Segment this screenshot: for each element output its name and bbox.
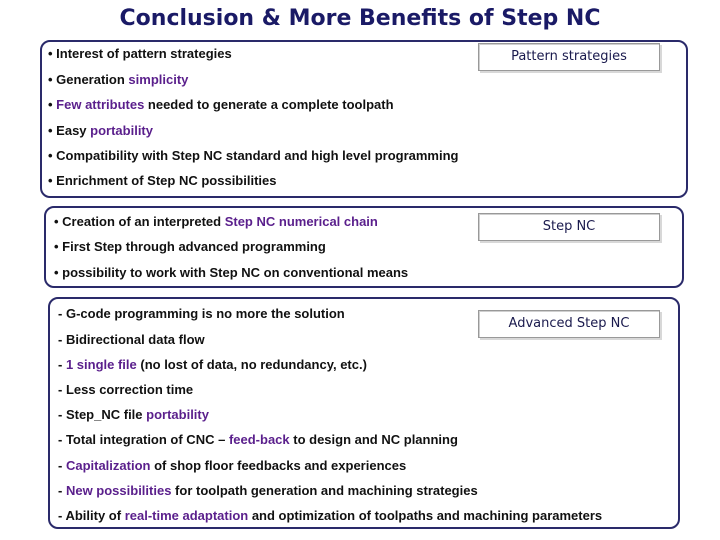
list-item: • Interest of pattern strategies bbox=[48, 46, 232, 61]
list-item: - Less correction time bbox=[58, 382, 194, 397]
list-item: • Enrichment of Step NC possibilities bbox=[48, 173, 277, 188]
tag-advanced-step-nc: Advanced Step NC bbox=[478, 310, 660, 338]
tag-step-nc: Step NC bbox=[478, 213, 660, 241]
list-item: - New possibilities for toolpath generation and machining strategies bbox=[58, 483, 478, 498]
tag-pattern-strategies: Pattern strategies bbox=[478, 43, 660, 71]
list-item: • Creation of an interpreted Step NC numerical chain bbox=[54, 214, 378, 229]
list-item: - Bidirectional data flow bbox=[58, 332, 205, 347]
list-item: • First Step through advanced programming bbox=[54, 239, 326, 254]
list-item: • Easy portability bbox=[48, 123, 153, 138]
list-item: - Capitalization of shop floor feedbacks and experiences bbox=[58, 458, 407, 473]
list-item: - G-code programming is no more the solution bbox=[58, 306, 345, 321]
list-item: • possibility to work with Step NC on conventional means bbox=[54, 265, 409, 280]
list-item: • Generation simplicity bbox=[48, 72, 189, 87]
list-item: - Total integration of CNC – feed-back to design and NC planning bbox=[58, 432, 458, 447]
list-item: • Compatibility with Step NC standard and high level programming bbox=[48, 148, 459, 163]
list-item: • Few attributes needed to generate a complete toolpath bbox=[48, 97, 394, 112]
list-item: - Step_NC file portability bbox=[58, 407, 209, 422]
list-item: - 1 single file (no lost of data, no redundancy, etc.) bbox=[58, 357, 367, 372]
slide-title: Conclusion & More Benefits of Step NC bbox=[119, 6, 601, 31]
list-item: - Ability of real-time adaptation and optimization of toolpaths and machining parameters bbox=[58, 508, 603, 523]
